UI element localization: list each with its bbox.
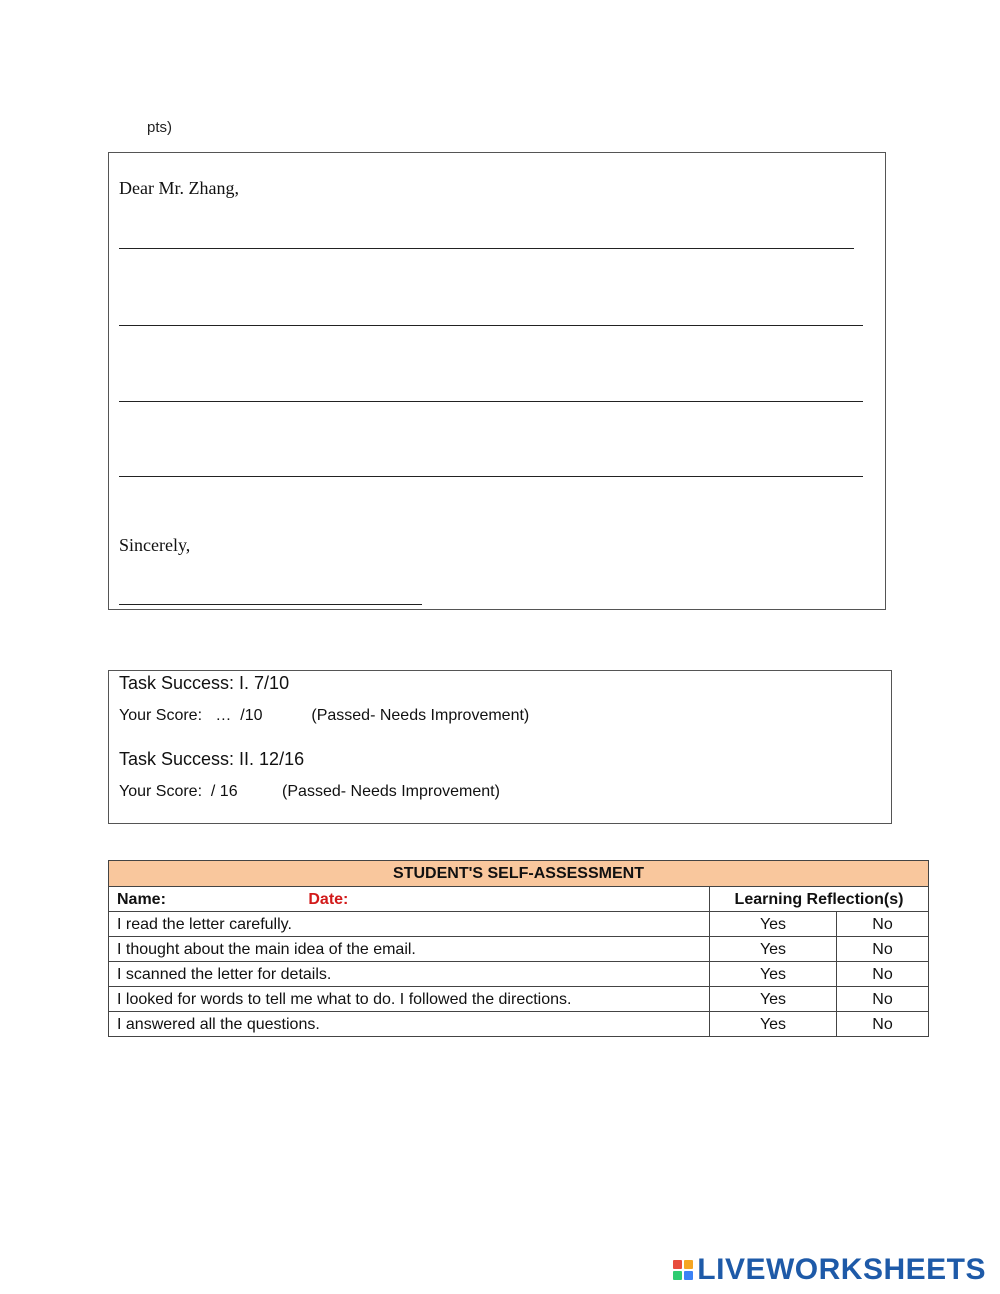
statement-cell: I looked for words to tell me what to do. I followed the directions. (109, 987, 710, 1012)
yes-option[interactable]: Yes (710, 912, 837, 937)
brand-name: LIVEWORKSHEETS (697, 1253, 986, 1286)
writing-line-3[interactable] (119, 401, 863, 402)
self-assessment-title: STUDENT'S SELF-ASSESSMENT (109, 861, 929, 887)
points-fragment: pts) (147, 119, 173, 136)
writing-line-4[interactable] (119, 476, 863, 477)
statement-cell: I read the letter carefully. (109, 912, 710, 937)
statement-cell: I scanned the letter for details. (109, 962, 710, 987)
reflection-header: Learning Reflection(s) (710, 887, 929, 912)
yes-option[interactable]: Yes (710, 937, 837, 962)
task2-title: Task Success: II. 12/16 (119, 749, 305, 769)
liveworksheets-logo[interactable] (673, 1253, 986, 1287)
table-row (109, 912, 929, 937)
no-option[interactable]: No (837, 1012, 929, 1037)
date-label: Date: (308, 890, 349, 908)
name-label: Name: (117, 890, 166, 908)
yes-option[interactable]: Yes (710, 1012, 837, 1037)
task-score-box (108, 670, 892, 824)
logo-grid-icon (673, 1260, 693, 1280)
statement-cell: I thought about the main idea of the email. (109, 937, 710, 962)
task2-score: Your Score: / 16 (Passed- Needs Improvement) (119, 783, 500, 800)
signature-line[interactable] (119, 604, 422, 605)
table-row (109, 937, 929, 962)
table-row (109, 1012, 929, 1037)
no-option[interactable]: No (837, 912, 929, 937)
logo-square-icon (673, 1271, 682, 1280)
task1-score: Your Score: … /10 (Passed- Needs Improvement) (119, 707, 530, 724)
yes-option[interactable]: Yes (710, 962, 837, 987)
statement-cell: I answered all the questions. (109, 1012, 710, 1037)
letter-closing: Sincerely, (119, 535, 191, 555)
task1-title: Task Success: I. 7/10 (119, 673, 290, 693)
writing-line-2[interactable] (119, 325, 863, 326)
no-option[interactable]: No (837, 937, 929, 962)
letter-greeting: Dear Mr. Zhang, (119, 178, 239, 198)
table-row (109, 962, 929, 987)
yes-option[interactable]: Yes (710, 987, 837, 1012)
no-option[interactable]: No (837, 962, 929, 987)
letter-writing-box (108, 152, 886, 610)
logo-square-icon (673, 1260, 682, 1269)
no-option[interactable]: No (837, 987, 929, 1012)
writing-line-1[interactable] (119, 248, 854, 249)
table-row (109, 987, 929, 1012)
name-date-cell (109, 887, 710, 912)
logo-square-icon (684, 1271, 693, 1280)
logo-square-icon (684, 1260, 693, 1269)
self-assessment-table (108, 860, 929, 1037)
